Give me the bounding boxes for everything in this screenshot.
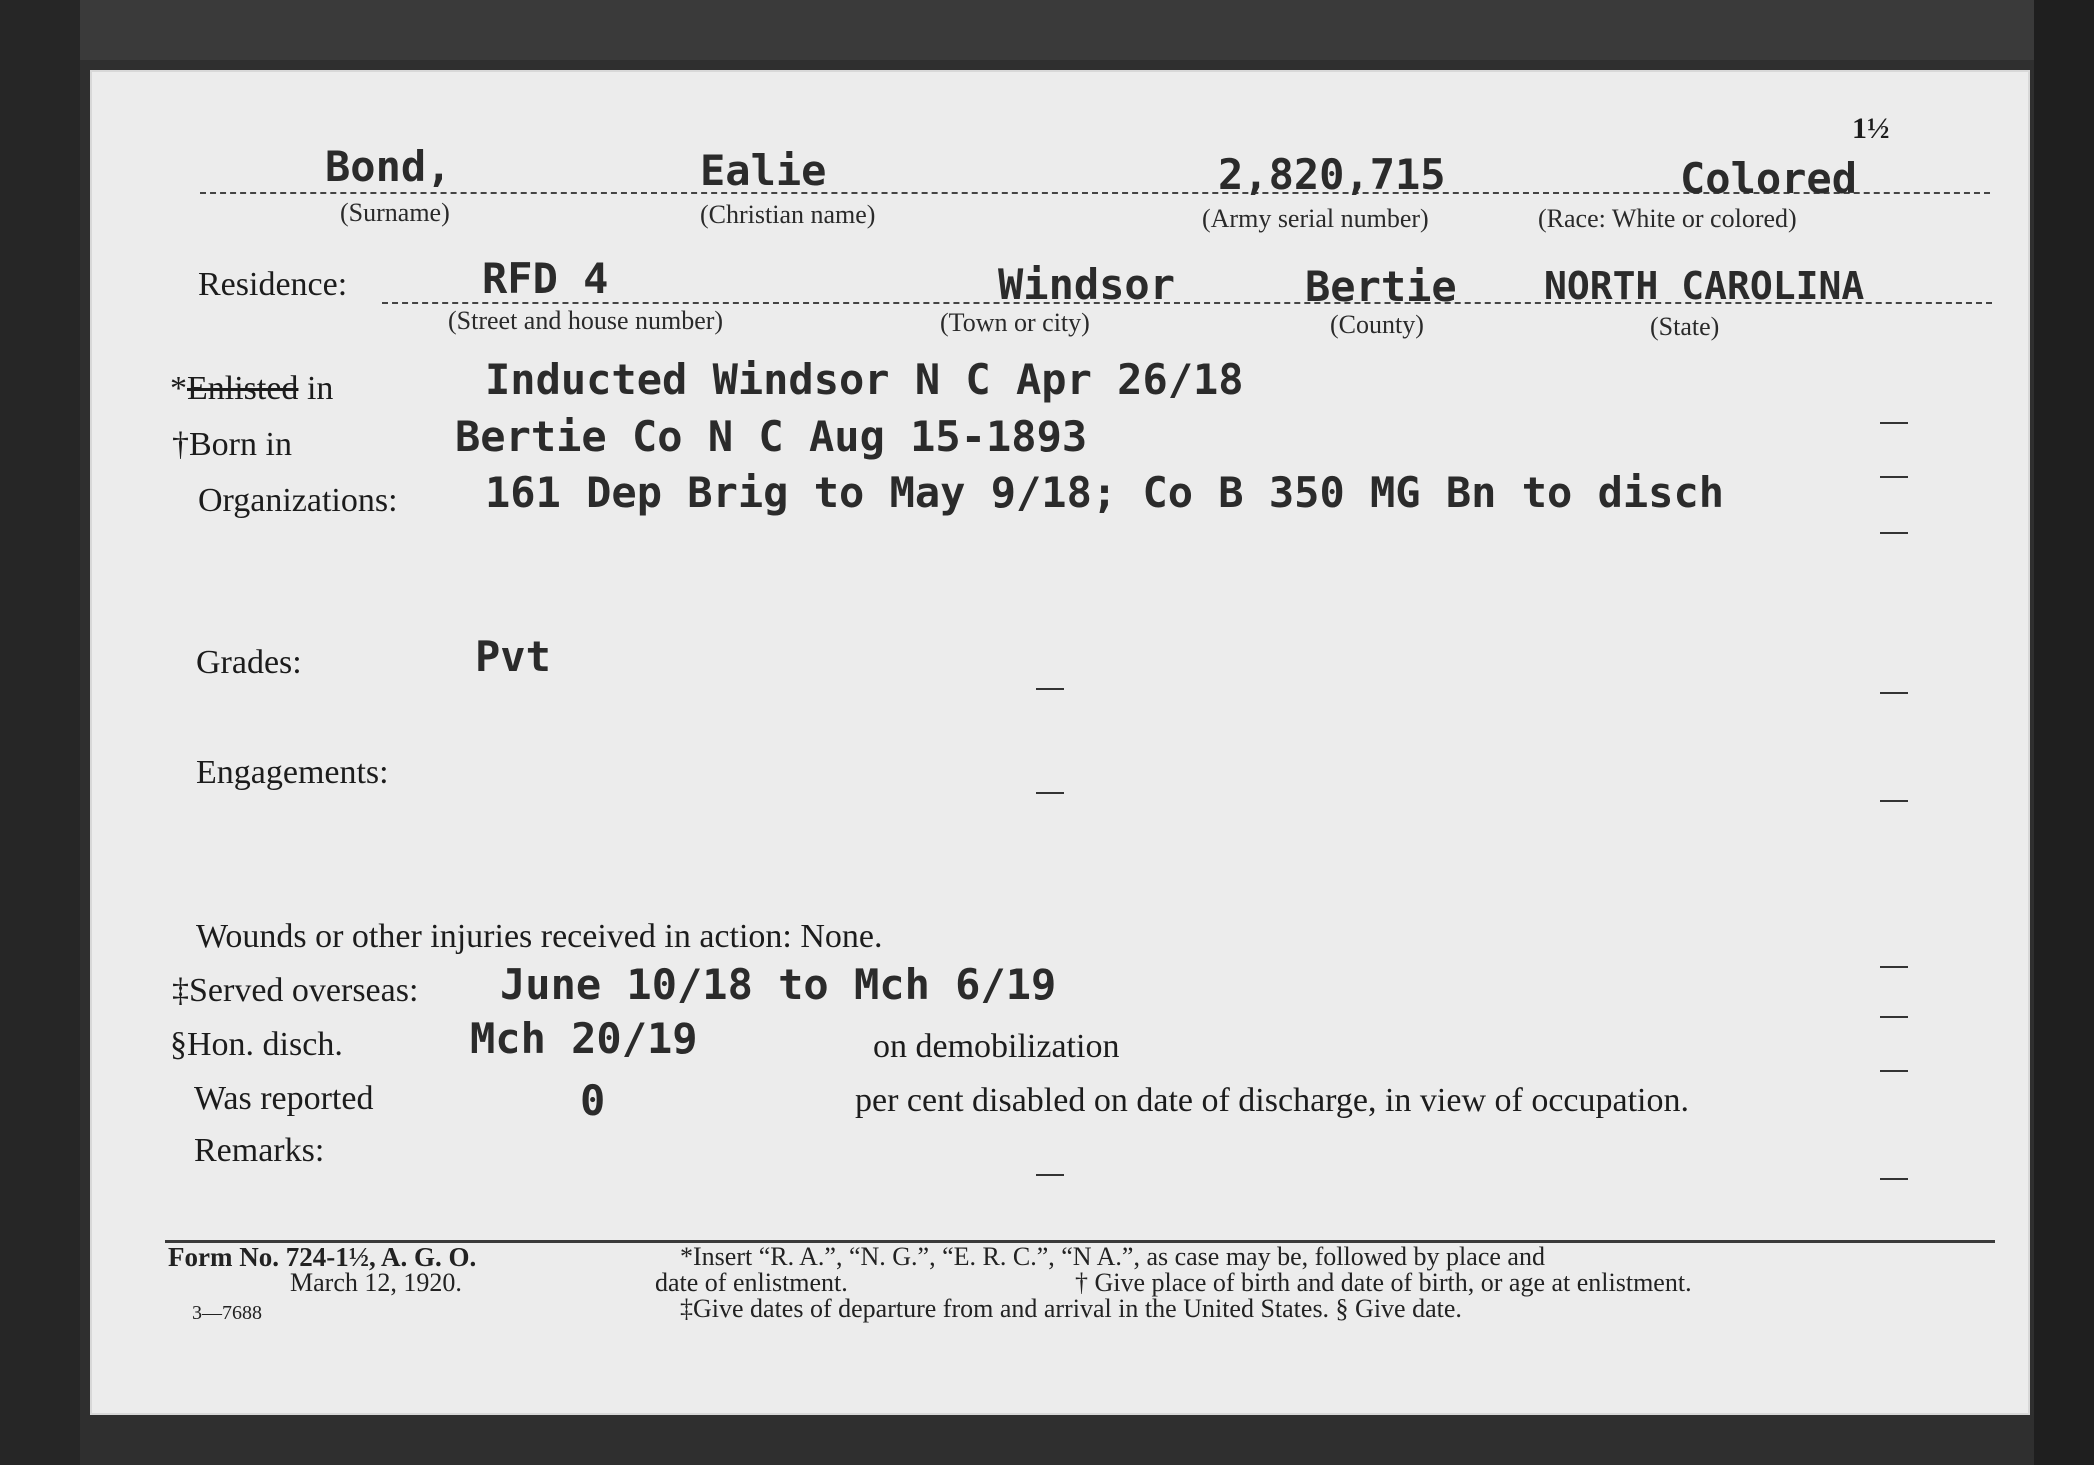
grades-label: Grades: [196, 644, 302, 681]
enlisted-struck-word: Enlisted [187, 370, 299, 407]
margin-dash [1880, 422, 1908, 424]
footnote-line-2b: † Give place of birth and date of birth, or age at enlistment. [1075, 1268, 1692, 1297]
service-record-card [90, 70, 2030, 1415]
footnote-line-3: ‡Give dates of departure from and arrival in the United States. § Give date. [680, 1294, 1462, 1323]
race-label: (Race: White or colored) [1538, 204, 1797, 233]
residence-town-value: Windsor [998, 260, 1176, 309]
residence-street-value: RFD 4 [482, 254, 609, 303]
residence-state-value: NORTH CAROLINA [1544, 264, 1865, 308]
scan-background-left [0, 0, 80, 1465]
disability-text: per cent disabled on date of discharge, in view of occupation. [855, 1082, 1689, 1119]
surname-value: Bond, [325, 142, 452, 191]
serial-number-value: 2,820,715 [1218, 150, 1446, 199]
enlisted-label [170, 370, 333, 408]
enlisted-value: Inducted Windsor N C Apr 26/18 [485, 355, 1244, 404]
form-date: March 12, 1920. [290, 1268, 462, 1297]
enlisted-in-word: in [298, 370, 334, 407]
organizations-value: 161 Dep Brig to May 9/18; Co B 350 MG Bn to disch [485, 468, 1725, 517]
footnote-line-1: *Insert “R. A.”, “N. G.”, “E. R. C.”, “N A.”, as case may be, followed by place and [680, 1242, 1545, 1271]
discharge-label: §Hon. disch. [170, 1026, 343, 1063]
discharge-date-value: Mch 20/19 [470, 1014, 698, 1063]
born-label: †Born in [172, 426, 292, 463]
margin-dash [1880, 966, 1908, 968]
residence-street-label: (Street and house number) [448, 306, 724, 335]
footnote-line-2a: date of enlistment. [655, 1268, 848, 1297]
scan-background-right [2034, 0, 2094, 1465]
reported-label: Was reported [194, 1080, 374, 1117]
residence-state-label: (State) [1650, 312, 1720, 341]
residence-county-label: (County) [1330, 310, 1424, 339]
overseas-label: ‡Served overseas: [172, 972, 419, 1009]
organizations-label: Organizations: [198, 482, 398, 519]
remarks-label: Remarks: [194, 1132, 325, 1169]
margin-dash [1880, 1070, 1908, 1072]
residence-town-label: (Town or city) [940, 308, 1090, 337]
disability-percent-value: 0 [580, 1076, 606, 1125]
christian-name-label: (Christian name) [700, 200, 876, 229]
margin-dash [1880, 692, 1908, 694]
discharge-reason: on demobilization [873, 1028, 1120, 1065]
engagements-label: Engagements: [196, 754, 389, 791]
margin-dash [1880, 532, 1908, 534]
engagements-blank-dash [1036, 792, 1064, 794]
card-number: 1½ [1852, 112, 1890, 145]
margin-dash [1880, 1016, 1908, 1018]
wounds-value: None. [800, 918, 883, 955]
race-value: Colored [1680, 154, 1858, 203]
margin-dash [1880, 800, 1908, 802]
christian-name-value: Ealie [700, 146, 827, 195]
born-value: Bertie Co N C Aug 15-1893 [455, 412, 1088, 461]
remarks-blank-dash [1036, 1174, 1064, 1176]
overseas-value: June 10/18 to Mch 6/19 [500, 960, 1057, 1009]
wounds-label [196, 918, 883, 956]
enlisted-mark: * [170, 370, 187, 407]
surname-label: (Surname) [340, 198, 450, 227]
form-number: Form No. 724-1½, A. G. O. [168, 1242, 477, 1272]
print-code: 3—7688 [192, 1302, 262, 1324]
serial-number-label: (Army serial number) [1202, 204, 1429, 233]
scan-background-top [0, 0, 2094, 60]
grades-value: Pvt [475, 632, 551, 681]
residence-county-value: Bertie [1305, 262, 1457, 311]
wounds-label-text: Wounds or other injuries received in action: [196, 918, 792, 955]
margin-dash [1880, 476, 1908, 478]
grades-blank-dash [1036, 688, 1064, 690]
margin-dash [1880, 1178, 1908, 1180]
residence-label: Residence: [198, 266, 348, 303]
